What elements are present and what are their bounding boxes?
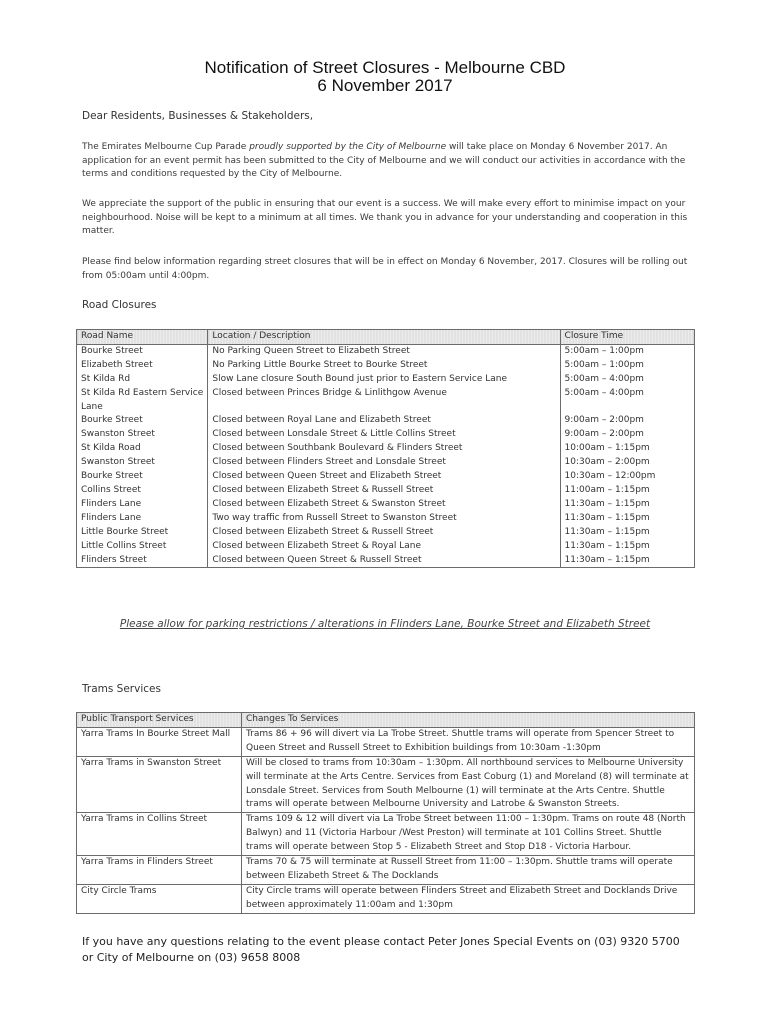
- table-row: [77, 554, 695, 568]
- closure-time-cell: 5:00am – 1:00pm: [560, 344, 694, 358]
- location-cell: Closed between Flinders Street and Lonsdale Street: [208, 456, 560, 470]
- table-row: [77, 813, 695, 856]
- change-cell: Trams 86 + 96 will divert via La Trobe Street. Shuttle trams will operate from Spencer Street to Queen Street and Russell Street to Exhibition buildings from 10:30am -1:30pm: [242, 727, 695, 756]
- location-cell: Closed between Elizabeth Street & Swanston Street: [208, 498, 560, 512]
- closure-time-cell: 11:30am – 1:15pm: [560, 526, 694, 540]
- closure-time-cell: 10:30am – 2:00pm: [560, 456, 694, 470]
- table-row: [77, 856, 695, 885]
- location-cell: Closed between Royal Lane and Elizabeth Street: [208, 414, 560, 428]
- location-cell: Closed between Elizabeth Street & Royal Lane: [208, 540, 560, 554]
- road-closures-heading: Road Closures: [82, 299, 157, 311]
- road-name-cell: Flinders Lane: [77, 498, 208, 512]
- parking-notice: Please allow for parking restrictions / alterations in Flinders Lane, Bourke Street and Elizabeth Street: [119, 618, 651, 630]
- greeting: Dear Residents, Businesses & Stakeholders,: [82, 110, 314, 122]
- closure-time-cell: 11:30am – 1:15pm: [560, 498, 694, 512]
- closure-time-cell: 10:30am – 12:00pm: [560, 470, 694, 484]
- closure-time-cell: 11:30am – 1:15pm: [560, 512, 694, 526]
- road-name-cell: Flinders Street: [77, 554, 208, 568]
- table-row: [77, 344, 695, 358]
- change-cell: City Circle trams will operate between Flinders Street and Elizabeth Street and Docklands Drive between approximately 11:00am and 1:30pm: [242, 884, 695, 913]
- column-header: Closure Time: [560, 330, 694, 345]
- location-cell: No Parking Little Bourke Street to Bourke Street: [208, 359, 560, 373]
- road-name-cell: Bourke Street: [77, 470, 208, 484]
- service-cell: Yarra Trams in Collins Street: [77, 813, 242, 856]
- table-row: [77, 373, 695, 387]
- change-cell: Will be closed to trams from 10:30am – 1:30pm. All northbound services to Melbourne University will terminate at the Arts Centre. Services from East Coburg (1) and Moreland (8) will terminate at Lonsdale Street. Services from South Melbourne (1) will terminate at the Arts Centre. Shuttle trams will operate between Melbourne University and Latrobe & Swanston Streets.: [242, 756, 695, 813]
- document-date: 6 November 2017: [317, 76, 453, 95]
- intro-text-end: will take place on Monday 6 November 2017. An application for an event permit has been submitted to the City of Melbourne and we will conduct our activities in accordance with the terms and conditions requested by the City of Melbourne.: [82, 142, 686, 180]
- table-row: [77, 359, 695, 373]
- location-cell: Slow Lane closure South Bound just prior to Eastern Service Lane: [208, 373, 560, 387]
- table-row: [77, 727, 695, 756]
- location-cell: Two way traffic from Russell Street to Swanston Street: [208, 512, 560, 526]
- trams-table: [76, 712, 695, 914]
- service-cell: City Circle Trams: [77, 884, 242, 913]
- table-row: [77, 428, 695, 442]
- closure-time-cell: 11:30am – 1:15pm: [560, 540, 694, 554]
- table-row: [77, 756, 695, 813]
- closure-time-cell: 5:00am – 4:00pm: [560, 387, 694, 415]
- closure-time-cell: 5:00am – 4:00pm: [560, 373, 694, 387]
- table-row: [77, 526, 695, 540]
- document-title: Notification of Street Closures - Melbourne CBD: [204, 58, 566, 77]
- table-row: [77, 456, 695, 470]
- intro-paragraph: [82, 141, 692, 182]
- service-cell: Yarra Trams in Swanston Street: [77, 756, 242, 813]
- table-row: [77, 442, 695, 456]
- table-row: [77, 540, 695, 554]
- intro-text-start: The Emirates Melbourne Cup Parade: [82, 142, 250, 152]
- location-cell: Closed between Southbank Boulevard & Flinders Street: [208, 442, 560, 456]
- table-row: [77, 470, 695, 484]
- road-name-cell: St Kilda Road: [77, 442, 208, 456]
- closure-time-cell: 9:00am – 2:00pm: [560, 414, 694, 428]
- appreciation-paragraph: We appreciate the support of the public in ensuring that our event is a success. We will make every effort to minimise impact on your neighbourhood. Noise will be kept to a minimum at all times. We thank you in advance for your understanding and cooperation in this matter.: [82, 199, 688, 237]
- closure-time-cell: 11:00am – 1:15pm: [560, 484, 694, 498]
- road-name-cell: Little Collins Street: [77, 540, 208, 554]
- column-header: Location / Description: [208, 330, 560, 345]
- location-cell: Closed between Elizabeth Street & Russell Street: [208, 526, 560, 540]
- road-name-cell: Bourke Street: [77, 344, 208, 358]
- table-header-row: [77, 330, 695, 345]
- road-name-cell: Collins Street: [77, 484, 208, 498]
- trams-heading: Trams Services: [82, 683, 161, 695]
- closure-time-cell: 11:30am – 1:15pm: [560, 554, 694, 568]
- road-name-cell: Swanston Street: [77, 428, 208, 442]
- road-name-cell: Elizabeth Street: [77, 359, 208, 373]
- column-header: Public Transport Services: [77, 713, 242, 728]
- table-row: [77, 498, 695, 512]
- table-row: [77, 512, 695, 526]
- road-name-cell: Bourke Street: [77, 414, 208, 428]
- table-header-row: [77, 713, 695, 728]
- road-closures-table: [76, 329, 695, 568]
- change-cell: Trams 70 & 75 will terminate at Russell Street from 11:00 – 1:30pm. Shuttle trams will operate between Elizabeth Street & The Docklands: [242, 856, 695, 885]
- location-cell: Closed between Princes Bridge & Linlithgow Avenue: [208, 387, 560, 415]
- table-row: [77, 884, 695, 913]
- road-name-cell: St Kilda Rd Eastern Service Lane: [77, 387, 208, 415]
- contact-paragraph: If you have any questions relating to the event please contact Peter Jones Special Events on (03) 9320 5700 or City of Melbourne on (03) 9658 8008: [82, 935, 680, 964]
- location-cell: Closed between Queen Street & Russell Street: [208, 554, 560, 568]
- table-row: [77, 484, 695, 498]
- closure-time-cell: 5:00am – 1:00pm: [560, 359, 694, 373]
- closure-time-cell: 9:00am – 2:00pm: [560, 428, 694, 442]
- location-cell: No Parking Queen Street to Elizabeth Street: [208, 344, 560, 358]
- service-cell: Yarra Trams in Flinders Street: [77, 856, 242, 885]
- info-paragraph: Please find below information regarding street closures that will be in effect on Monday 6 November, 2017. Closures will be rolling out from 05:00am until 4:00pm.: [82, 257, 688, 281]
- road-name-cell: Little Bourke Street: [77, 526, 208, 540]
- road-name-cell: Flinders Lane: [77, 512, 208, 526]
- closure-time-cell: 10:00am – 1:15pm: [560, 442, 694, 456]
- service-cell: Yarra Trams In Bourke Street Mall: [77, 727, 242, 756]
- column-header: Changes To Services: [242, 713, 695, 728]
- intro-text-italic: proudly supported by the City of Melbourne: [249, 142, 447, 152]
- location-cell: Closed between Queen Street and Elizabeth Street: [208, 470, 560, 484]
- table-row: [77, 387, 695, 415]
- road-name-cell: Swanston Street: [77, 456, 208, 470]
- road-name-cell: St Kilda Rd: [77, 373, 208, 387]
- table-row: [77, 414, 695, 428]
- change-cell: Trams 109 & 12 will divert via La Trobe Street between 11:00 – 1:30pm. Trams on route 48 (North Balwyn) and 11 (Victoria Harbour /West Preston) will terminate at 101 Collins Street. Shuttle trams will operate between Stop 5 - Elizabeth Street and Stop D18 - Victoria Harbour.: [242, 813, 695, 856]
- location-cell: Closed between Lonsdale Street & Little Collins Street: [208, 428, 560, 442]
- location-cell: Closed between Elizabeth Street & Russell Street: [208, 484, 560, 498]
- column-header: Road Name: [77, 330, 208, 345]
